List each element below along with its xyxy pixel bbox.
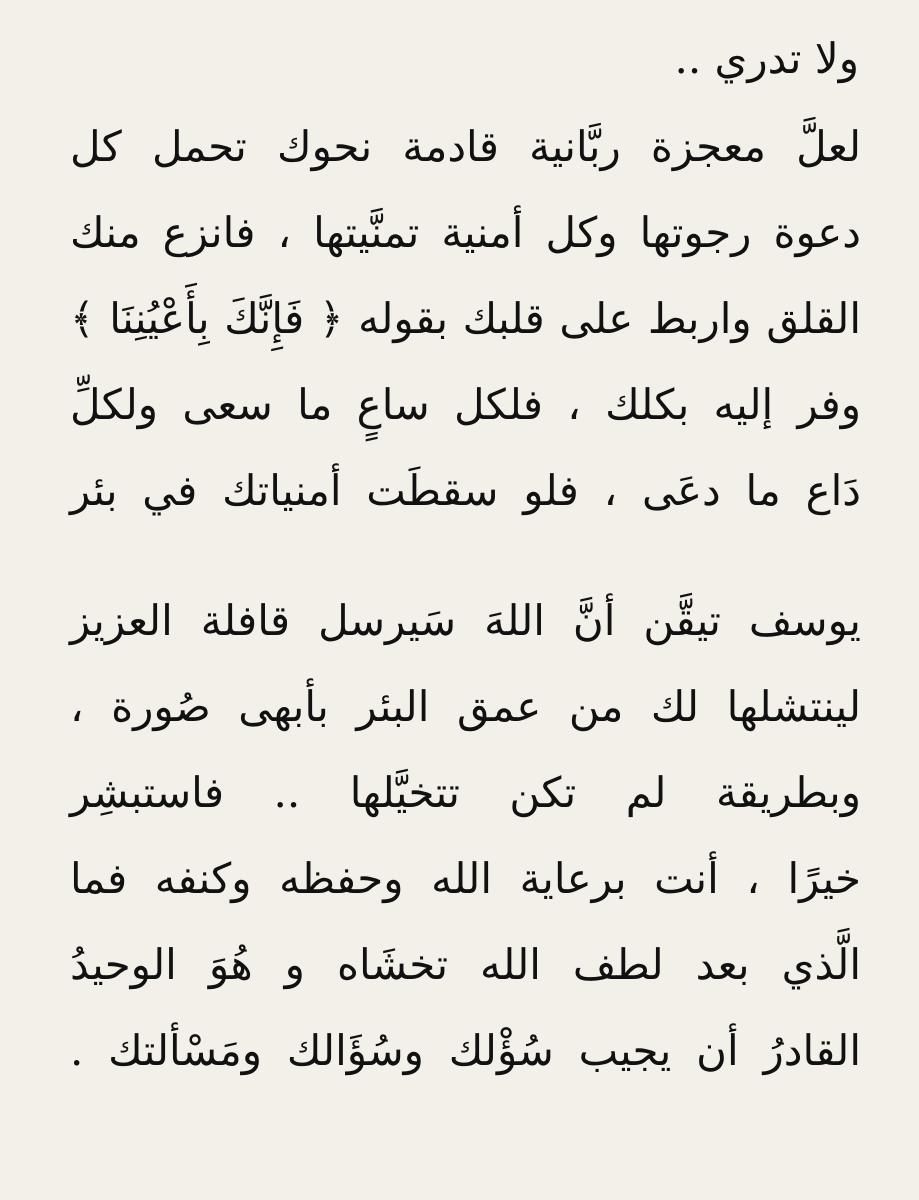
text-line-8: وبطريقة لم تكن تتخيَّلها .. فاستبشِر xyxy=(70,768,861,817)
text-line-4: وفر إليه بكلك ، فلكل ساعٍ ما سعى ولكلِّ xyxy=(70,380,861,429)
text-line-11: القادرُ أن يجيب سُؤْلك وسُؤَالك ومَسْألتك . xyxy=(70,1026,861,1075)
text-line-9: خيرًا ، أنت برعاية الله وحفظه وكنفه فما xyxy=(70,854,861,903)
text-line-2: دعوة رجوتها وكل أمنية تمنَّيتها ، فانزع منك xyxy=(70,208,861,257)
text-line-10: الَّذي بعد لطف الله تخشَاه و هُوَ الوحيدُ xyxy=(70,940,861,989)
text-line-6: يوسف تيقَّن أنَّ اللهَ سَيرسل قافلة العزيز xyxy=(70,596,861,645)
text-line-7: لينتشلها لك من عمق البئر بأبهى صُورة ، xyxy=(70,682,861,731)
text-line-3: القلق واربط على قلبك بقوله ﴿ فَإِنَّكَ بِأَعْيُنِنَا ﴾ xyxy=(70,294,861,343)
page-heading: ولا تدري .. xyxy=(674,34,859,83)
text-line-1: لعلَّ معجزة ربَّانية قادمة نحوك تحمل كل xyxy=(70,122,861,171)
text-line-5: دَاع ما دعَى ، فلو سقطَت أمنياتك في بئر xyxy=(70,466,861,515)
